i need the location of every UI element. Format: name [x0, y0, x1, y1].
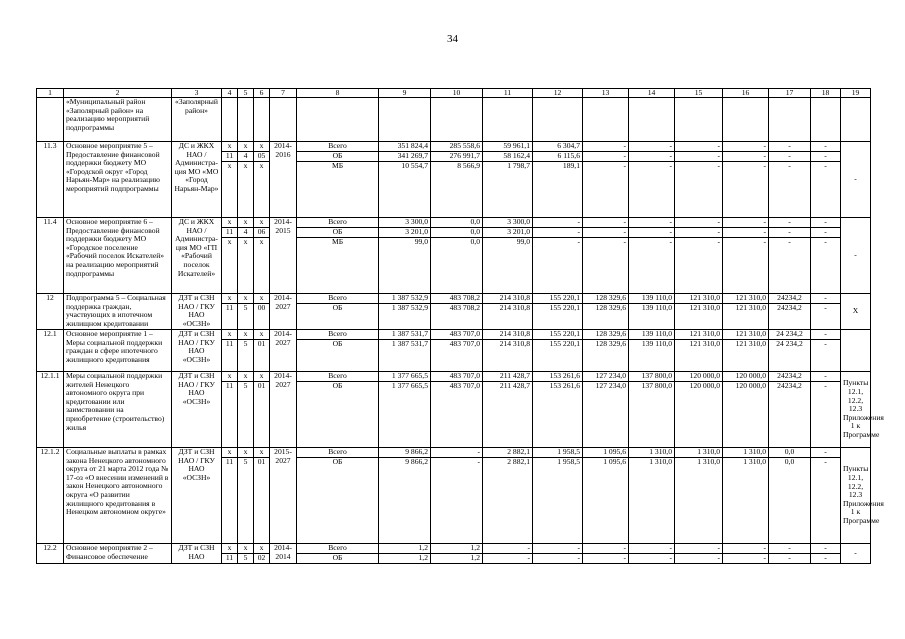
funding-source-cell: Всего [297, 218, 379, 228]
amount-cell: 139 110,0 [629, 340, 675, 372]
amount-cell: 3 300,0 [483, 218, 533, 228]
column-number: 11 [483, 89, 533, 98]
amount-cell: - [533, 554, 583, 564]
amount-cell: - [723, 152, 769, 162]
amount-cell: 2 882,1 [483, 448, 533, 458]
code-cell: х [238, 372, 254, 382]
code-cell: х [254, 544, 270, 554]
amount-cell: 99,0 [379, 238, 431, 294]
period-cell: 2015-2027 [270, 448, 297, 544]
funding-source-cell: МБ [297, 238, 379, 294]
executor-cell: ДЗТ и СЗН НАО / ГКУ НАО «ОСЗН» [172, 372, 222, 448]
amount-cell: - [723, 162, 769, 218]
amount-cell: - [811, 142, 841, 152]
amount-cell: - [629, 152, 675, 162]
amount-cell: - [723, 238, 769, 294]
amount-cell: 211 428,7 [483, 382, 533, 448]
amount-cell: - [583, 152, 629, 162]
amount-cell: 483 707,0 [431, 330, 483, 340]
amount-cell: 1,2 [379, 554, 431, 564]
amount-cell: 24234,2 [769, 294, 811, 304]
table-row [37, 294, 871, 304]
amount-cell: 1,2 [379, 544, 431, 554]
amount-cell: 214 310,8 [483, 294, 533, 304]
amount-cell: 121 310,0 [723, 330, 769, 340]
amount-cell: 121 310,0 [675, 304, 723, 330]
amount-cell: - [769, 162, 811, 218]
funding-source-cell: ОБ [297, 340, 379, 372]
executor-cell: ДС и ЖКХ НАО / Администра-ция МО «ГП «Рабочий поселок Искателей» [172, 218, 222, 294]
amount-cell: 121 310,0 [723, 340, 769, 372]
funding-source-cell: Всего [297, 544, 379, 554]
table-row [37, 448, 871, 458]
amount-cell: 121 310,0 [723, 294, 769, 304]
amount-cell: 1 958,5 [533, 448, 583, 458]
amount-cell: 121 310,0 [675, 340, 723, 372]
amount-cell: 1 387 532,9 [379, 304, 431, 330]
amount-cell: 137 800,0 [629, 372, 675, 382]
funding-source-cell: Всего [297, 294, 379, 304]
amount-cell: - [811, 554, 841, 564]
executor-cell: ДЗТ и СЗН НАО / ГКУ НАО «ОСЗН» [172, 294, 222, 330]
amount-cell: 0,0 [431, 228, 483, 238]
code-cell: 06 [254, 228, 270, 238]
executor-cell: «Заполярный район» [172, 98, 222, 142]
period-cell: 2014-2027 [270, 372, 297, 448]
amount-cell: 3 201,0 [483, 228, 533, 238]
amount-cell: - [769, 228, 811, 238]
amount-cell: 214 310,8 [483, 330, 533, 340]
amount-cell: 120 000,0 [723, 382, 769, 448]
amount-cell: - [811, 152, 841, 162]
activity-name-cell: Основное мероприятие 2 – Финансовое обеспечение [64, 544, 172, 564]
amount-cell: 155 220,1 [533, 294, 583, 304]
code-cell: х [222, 238, 238, 294]
amount-cell: 9 866,2 [379, 458, 431, 544]
amount-cell: - [629, 218, 675, 228]
column-number: 2 [64, 89, 172, 98]
table-body [37, 88, 884, 564]
column-number: 12 [533, 89, 583, 98]
executor-cell: ДЗТ и СЗН НАО [172, 544, 222, 564]
amount-cell: 58 162,4 [483, 152, 533, 162]
table-row [37, 544, 871, 554]
amount-cell: 121 310,0 [723, 304, 769, 330]
column-number: 5 [238, 89, 254, 98]
amount-cell: 1 310,0 [629, 458, 675, 544]
amount-cell: - [769, 544, 811, 554]
amount-cell: - [723, 228, 769, 238]
amount-cell: 0,0 [431, 218, 483, 228]
code-cell: х [238, 162, 254, 218]
amount-cell: 155 220,1 [533, 340, 583, 372]
amount-cell: - [675, 142, 723, 152]
code-cell: х [254, 142, 270, 152]
amount-cell: 59 961,1 [483, 142, 533, 152]
period-cell: 2014-2027 [270, 330, 297, 372]
amount-cell: 155 220,1 [533, 304, 583, 330]
amount-cell: 2 882,1 [483, 458, 533, 544]
code-cell: 5 [238, 554, 254, 564]
amount-cell: 128 329,6 [583, 340, 629, 372]
row-id-cell: 12.2 [37, 544, 64, 564]
code-cell: х [238, 448, 254, 458]
amount-cell: 0,0 [431, 238, 483, 294]
amount-cell: 127 234,0 [583, 382, 629, 448]
amount-cell: 0,0 [769, 458, 811, 544]
amount-cell: 1 377 665,5 [379, 382, 431, 448]
column-number: 15 [675, 89, 723, 98]
table-row [37, 330, 871, 340]
funding-source-cell: ОБ [297, 228, 379, 238]
amount-cell: 1 310,0 [723, 448, 769, 458]
amount-cell: 1 310,0 [723, 458, 769, 544]
amount-cell: 1,2 [431, 554, 483, 564]
amount-cell: 9 866,2 [379, 448, 431, 458]
amount-cell: 137 800,0 [629, 382, 675, 448]
amount-cell: - [769, 152, 811, 162]
row-id-cell [37, 98, 64, 142]
code-cell: х [254, 330, 270, 340]
funding-source-cell: Всего [297, 372, 379, 382]
amount-cell: - [769, 238, 811, 294]
amount-cell: - [675, 554, 723, 564]
amount-cell: - [533, 218, 583, 228]
note-cell: - [841, 544, 871, 564]
amount-cell: 120 000,0 [723, 372, 769, 382]
activity-name-cell: Основное мероприятие 5 – Предоставление финансовой поддержки бюджету МО «Городской округ «Город Нарьян-Мар» на реализацию мероприятий подпрограммы [64, 142, 172, 218]
amount-cell: 214 310,8 [483, 340, 533, 372]
amount-cell: - [533, 228, 583, 238]
amount-cell: - [769, 142, 811, 152]
amount-cell: - [811, 330, 841, 340]
funding-source-cell: МБ [297, 162, 379, 218]
code-cell: х [222, 162, 238, 218]
amount-cell: 128 329,6 [583, 294, 629, 304]
amount-cell: - [583, 544, 629, 554]
column-number-row [37, 89, 871, 98]
amount-cell: 341 269,7 [379, 152, 431, 162]
amount-cell: 127 234,0 [583, 372, 629, 382]
page-number: 34 [447, 33, 458, 45]
code-cell: 11 [222, 228, 238, 238]
activity-name-cell: Меры социальной поддержки жителей Ненецкого автономного округа при кредитовании или заимствовании на приобретение (строительство) жилья [64, 372, 172, 448]
row-id-cell: 11.3 [37, 142, 64, 218]
code-cell: х [222, 372, 238, 382]
amount-cell: - [675, 238, 723, 294]
note-cell [841, 330, 871, 372]
amount-cell: 1,2 [431, 544, 483, 554]
column-number: 3 [172, 89, 222, 98]
amount-cell: - [723, 544, 769, 554]
code-cell: 11 [222, 304, 238, 330]
amount-cell: 139 110,0 [629, 330, 675, 340]
code-cell: 11 [222, 554, 238, 564]
amount-cell: 483 707,0 [431, 340, 483, 372]
amount-cell: 139 110,0 [629, 304, 675, 330]
budget-table [36, 88, 884, 564]
period-cell: 2014-2015 [270, 218, 297, 294]
row-id-cell: 12.1.1 [37, 372, 64, 448]
amount-cell: 189,1 [533, 162, 583, 218]
code-cell: 11 [222, 382, 238, 448]
code-cell: х [222, 142, 238, 152]
column-number: 14 [629, 89, 675, 98]
note-cell: - [841, 218, 871, 294]
amount-cell: - [583, 162, 629, 218]
column-number: 10 [431, 89, 483, 98]
amount-cell: - [811, 372, 841, 382]
code-cell: х [254, 238, 270, 294]
code-cell: 01 [254, 458, 270, 544]
amount-cell: 483 707,0 [431, 382, 483, 448]
code-cell: х [222, 544, 238, 554]
amount-cell: 483 707,0 [431, 372, 483, 382]
row-id-cell: 11.4 [37, 218, 64, 294]
code-cell: х [238, 238, 254, 294]
amount-cell: 1 310,0 [675, 448, 723, 458]
code-cell: х [238, 218, 254, 228]
code-cell: 4 [238, 152, 254, 162]
amount-cell: 211 428,7 [483, 372, 533, 382]
amount-cell: 6 115,6 [533, 152, 583, 162]
amount-cell: 1 310,0 [629, 448, 675, 458]
code-cell: х [254, 448, 270, 458]
amount-cell: - [811, 458, 841, 544]
activity-name-cell: Основное мероприятие 1 – Меры социальной поддержки граждан в сфере ипотечного жилищного кредитования [64, 330, 172, 372]
amount-cell: - [629, 554, 675, 564]
executor-cell: ДЗТ и СЗН НАО / ГКУ НАО «ОСЗН» [172, 448, 222, 544]
amount-cell: - [769, 218, 811, 228]
column-number: 19 [841, 89, 871, 98]
amount-cell: 24 234,2 [769, 330, 811, 340]
amount-cell: - [723, 218, 769, 228]
amount-cell: - [533, 238, 583, 294]
amount-cell: 483 708,2 [431, 304, 483, 330]
amount-cell: 3 300,0 [379, 218, 431, 228]
amount-cell: 24 234,2 [769, 340, 811, 372]
amount-cell: 24234,2 [769, 382, 811, 448]
amount-cell: 3 201,0 [379, 228, 431, 238]
column-number: 17 [769, 89, 811, 98]
amount-cell: 351 824,4 [379, 142, 431, 152]
amount-cell: - [675, 152, 723, 162]
amount-cell: - [629, 238, 675, 294]
amount-cell: 1 310,0 [675, 458, 723, 544]
code-cell: 02 [254, 554, 270, 564]
note-cell: Пункты 12.1, 12.2, 12.3 Приложения 1 к Программе [841, 448, 871, 544]
amount-cell: - [675, 228, 723, 238]
amount-cell: - [583, 228, 629, 238]
amount-cell: 153 261,6 [533, 372, 583, 382]
amount-cell: - [811, 304, 841, 330]
code-cell: х [238, 544, 254, 554]
amount-cell: 121 310,0 [675, 294, 723, 304]
amount-cell: - [431, 458, 483, 544]
amount-cell: 153 261,6 [533, 382, 583, 448]
code-cell: х [238, 294, 254, 304]
activity-name-cell: Социальные выплаты в рамках закона Ненецкого автономного округа от 21 марта 2012 года № 17-оз «О внесении изменений в закон Ненецкого автономного округа «О развитии жилищного кредитования в Ненецком автономном округе» [64, 448, 172, 544]
code-cell: 11 [222, 458, 238, 544]
code-cell: 5 [238, 382, 254, 448]
funding-source-cell: Всего [297, 142, 379, 152]
amount-cell: 24234,2 [769, 372, 811, 382]
amount-cell: - [629, 162, 675, 218]
amount-cell: - [629, 544, 675, 554]
amount-cell: 0,0 [769, 448, 811, 458]
amount-cell: 483 708,2 [431, 294, 483, 304]
activity-name-cell: Основное мероприятие 6 – Предоставление финансовой поддержки бюджету МО «Городское поселение «Рабочий поселок Искателей» на реализацию мероприятий подпрограммы [64, 218, 172, 294]
table-row [37, 372, 871, 382]
note-cell: - [841, 142, 871, 218]
code-cell: 5 [238, 304, 254, 330]
amount-cell: - [583, 554, 629, 564]
amount-cell: 120 000,0 [675, 372, 723, 382]
amount-cell: - [811, 238, 841, 294]
amount-cell: - [811, 448, 841, 458]
amount-cell: - [583, 238, 629, 294]
continuation-row [37, 98, 871, 142]
amount-cell: - [811, 294, 841, 304]
row-id-cell: 12 [37, 294, 64, 330]
column-number: 16 [723, 89, 769, 98]
amount-cell: 155 220,1 [533, 330, 583, 340]
amount-cell: - [483, 554, 533, 564]
amount-cell: 24234,2 [769, 304, 811, 330]
code-cell: 01 [254, 340, 270, 372]
amount-cell: - [533, 544, 583, 554]
amount-cell: - [583, 218, 629, 228]
code-cell: 05 [254, 152, 270, 162]
funding-source-cell: Всего [297, 330, 379, 340]
amount-cell: - [629, 228, 675, 238]
amount-cell: 1 095,6 [583, 458, 629, 544]
funding-source-cell: ОБ [297, 304, 379, 330]
amount-cell: 1 387 531,7 [379, 330, 431, 340]
activity-name-cell: Подпрограмма 5 – Социальная поддержка граждан, участвующих в ипотечном жилищном кредитовании [64, 294, 172, 330]
code-cell: х [254, 372, 270, 382]
row-id-cell: 12.1.2 [37, 448, 64, 544]
amount-cell: 128 329,6 [583, 304, 629, 330]
column-number: 9 [379, 89, 431, 98]
note-cell: Х [841, 294, 871, 330]
amount-cell: 128 329,6 [583, 330, 629, 340]
column-number: 7 [270, 89, 297, 98]
code-cell: х [222, 218, 238, 228]
activity-name-cell: «Муниципальный район «Заполярный район» на реализацию мероприятий подпрограммы [64, 98, 172, 142]
amount-cell: - [675, 162, 723, 218]
amount-cell: - [769, 554, 811, 564]
funding-source-cell: ОБ [297, 458, 379, 544]
column-number: 6 [254, 89, 270, 98]
amount-cell: 1 377 665,5 [379, 372, 431, 382]
amount-cell: - [723, 142, 769, 152]
executor-cell: ДС и ЖКХ НАО / Администра-ция МО «МО «Город Нарьян-Мар» [172, 142, 222, 218]
column-number: 4 [222, 89, 238, 98]
amount-cell: - [811, 340, 841, 372]
amount-cell: 1 798,7 [483, 162, 533, 218]
code-cell: 00 [254, 304, 270, 330]
amount-cell: - [629, 142, 675, 152]
amount-cell: - [483, 544, 533, 554]
amount-cell: 285 558,6 [431, 142, 483, 152]
amount-cell: 1 958,5 [533, 458, 583, 544]
column-number: 1 [37, 89, 64, 98]
period-cell: 2014-2014 [270, 544, 297, 564]
code-cell: х [222, 330, 238, 340]
column-number: 18 [811, 89, 841, 98]
amount-cell: - [811, 162, 841, 218]
period-cell: 2014-2027 [270, 294, 297, 330]
amount-cell: 99,0 [483, 238, 533, 294]
amount-cell: 1 387 531,7 [379, 340, 431, 372]
funding-source-cell: ОБ [297, 382, 379, 448]
amount-cell: 214 310,8 [483, 304, 533, 330]
amount-cell: 120 000,0 [675, 382, 723, 448]
executor-cell: ДЗТ и СЗН НАО / ГКУ НАО «ОСЗН» [172, 330, 222, 372]
amount-cell: - [811, 544, 841, 554]
period-cell: 2014-2016 [270, 142, 297, 218]
amount-cell: 276 991,7 [431, 152, 483, 162]
amount-cell: - [811, 228, 841, 238]
code-cell: 11 [222, 340, 238, 372]
amount-cell: 1 387 532,9 [379, 294, 431, 304]
table-row [37, 218, 871, 228]
code-cell: х [254, 294, 270, 304]
amount-cell: 6 304,7 [533, 142, 583, 152]
amount-cell: 10 554,7 [379, 162, 431, 218]
funding-source-cell: ОБ [297, 152, 379, 162]
code-cell: 01 [254, 382, 270, 448]
code-cell: 5 [238, 340, 254, 372]
amount-cell: 1 095,6 [583, 448, 629, 458]
code-cell: х [254, 162, 270, 218]
table-row [37, 142, 871, 152]
amount-cell: - [583, 142, 629, 152]
funding-source-cell: Всего [297, 448, 379, 458]
amount-cell: - [811, 218, 841, 228]
code-cell: х [254, 218, 270, 228]
code-cell: х [222, 448, 238, 458]
code-cell: х [222, 294, 238, 304]
funding-source-cell: ОБ [297, 554, 379, 564]
code-cell: 4 [238, 228, 254, 238]
amount-cell: - [675, 218, 723, 228]
amount-cell: 8 566,9 [431, 162, 483, 218]
code-cell: х [238, 142, 254, 152]
column-number: 8 [297, 89, 379, 98]
amount-cell: - [723, 554, 769, 564]
amount-cell: - [431, 448, 483, 458]
code-cell: 11 [222, 152, 238, 162]
note-cell: Пункты 12.1, 12.2, 12.3 Приложения 1 к Программе [841, 372, 871, 448]
amount-cell: - [811, 382, 841, 448]
amount-cell: 139 110,0 [629, 294, 675, 304]
row-id-cell: 12.1 [37, 330, 64, 372]
amount-cell: - [675, 544, 723, 554]
code-cell: 5 [238, 458, 254, 544]
amount-cell: 121 310,0 [675, 330, 723, 340]
code-cell: х [238, 330, 254, 340]
column-number: 13 [583, 89, 629, 98]
